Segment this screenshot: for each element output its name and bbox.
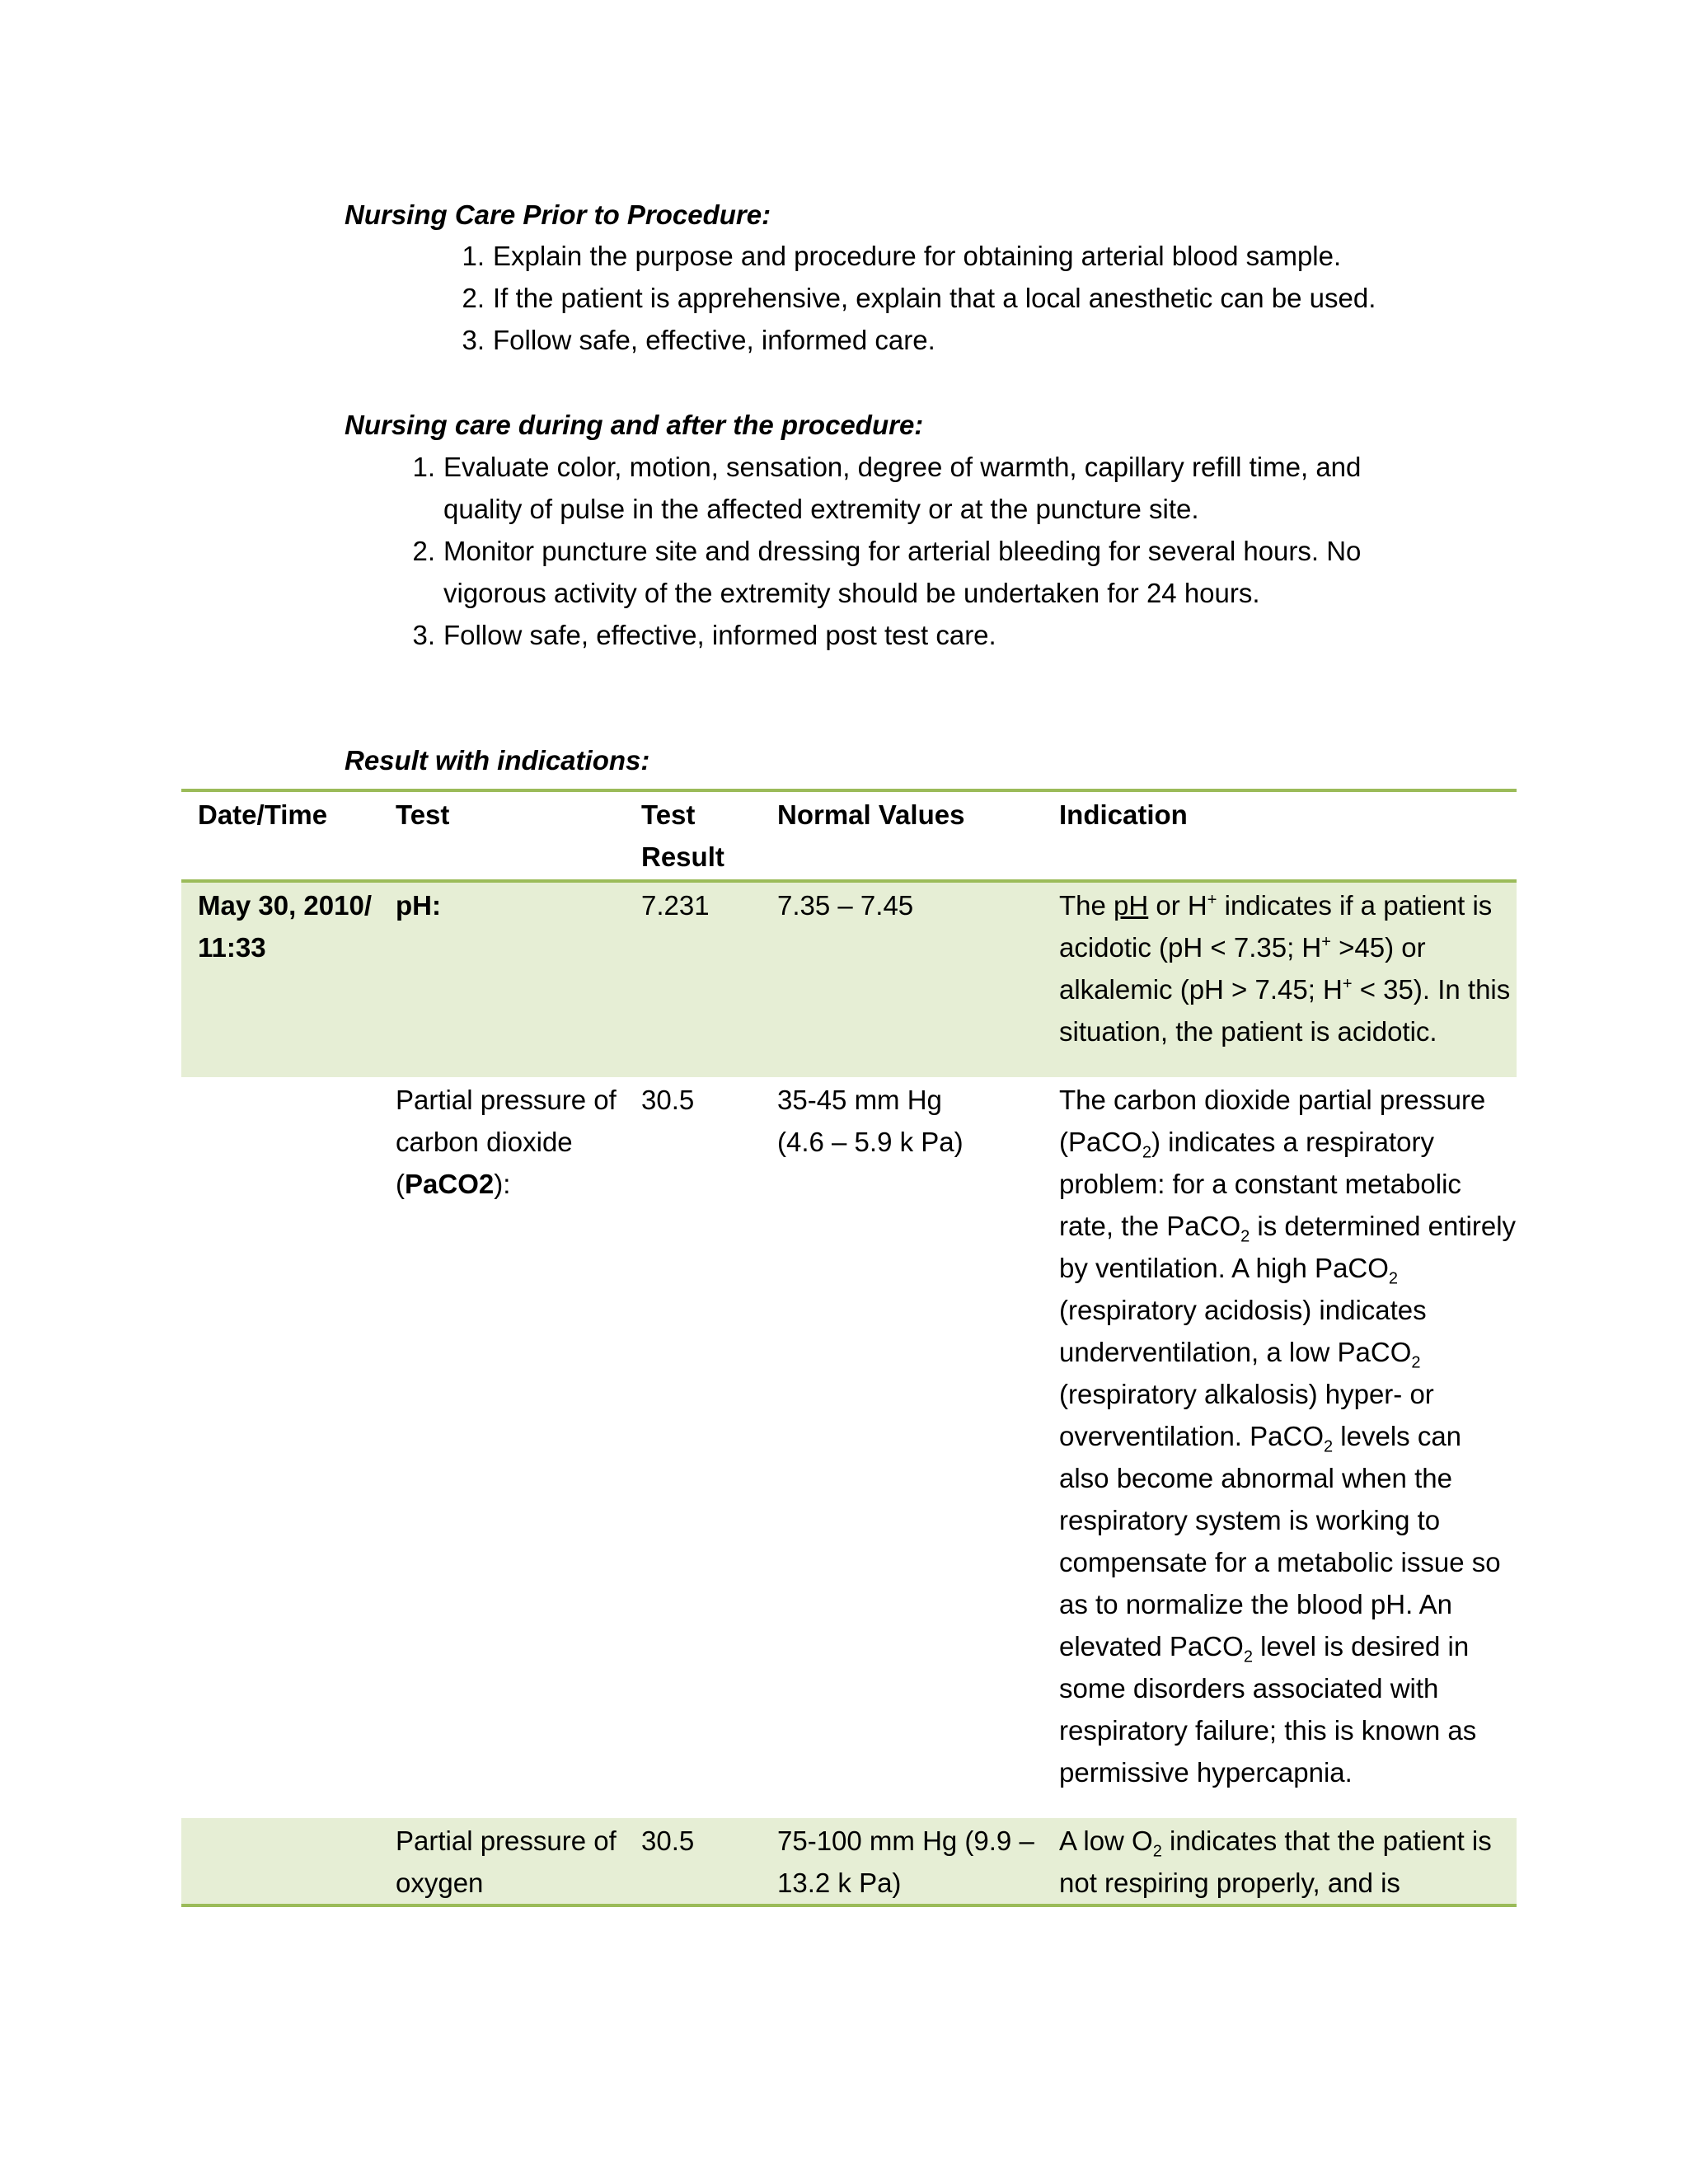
column-header-test-result: Test Result: [625, 790, 761, 881]
column-header-normal-values: Normal Values: [761, 790, 1043, 881]
list-item: 1. Explain the purpose and procedure for obtaining arterial blood sample.: [462, 241, 1342, 271]
cell-test-result: 30.5: [641, 1085, 695, 1115]
table-row: [181, 1077, 1517, 1818]
cell-test-result: 30.5: [625, 1818, 761, 1905]
table-row: [181, 1818, 1517, 1905]
heading-during-after-procedure: Nursing care during and after the procedure:: [345, 410, 924, 440]
heading-prior-procedure: Nursing Care Prior to Procedure:: [345, 199, 771, 230]
cell-date-time: May 30, 2010/ 11:33: [181, 881, 379, 1077]
list-item: 3. Follow safe, effective, informed post test care.: [412, 620, 996, 650]
cell-normal-values: 75-100 mm Hg (9.9 – 13.2 k Pa): [761, 1818, 1043, 1905]
heading-results: Result with indications:: [345, 745, 650, 776]
cell-test: Partial pressure of oxygen: [379, 1818, 625, 1905]
cell-normal-values: 35-45 mm Hg (4.6 – 5.9 k Pa): [777, 1085, 964, 1157]
cell-test: pH:: [379, 881, 625, 1077]
table-header-row: [181, 790, 1517, 881]
list-prior-procedure: [462, 235, 1482, 361]
list-item: 2. If the patient is apprehensive, explain that a local anesthetic can be used.: [462, 283, 1376, 313]
cell-test: Partial pressure of carbon dioxide (PaCO2):: [396, 1085, 617, 1199]
column-header-test: Test: [379, 790, 625, 881]
column-header-date-time: Date/Time: [181, 790, 379, 881]
list-item: 3. Follow safe, effective, informed care.: [462, 325, 935, 355]
cell-indication: The carbon dioxide partial pressure (PaCO$_2$) indicates a respiratory problem: for a constant metabolic rate, the PaCO$_2$ is determined entirely by ventilation. A high PaCO$_2$ (respiratory acidosis) indicates underventilation, a low PaCO$_2$ (respiratory alkalosis) hyper- or overventilation. PaCO$_2$ levels can also become abnormal when the respiratory system is working to compensate for a metabolic issue so as to normalize the blood pH. An elevated PaCO$_2$ level is desired in some disorders associated with respiratory failure; this is known as permissive hypercapnia.: [1059, 1085, 1517, 1788]
column-header-indication: Indication: [1043, 790, 1517, 881]
list-item: 2. Monitor puncture site and dressing for arterial bleeding for several hours. No vigorous activity of the extremity should be undertaken for 24 hours.: [412, 536, 1362, 608]
results-table: [181, 789, 1517, 1907]
cell-indication: A low $O_2$ indicates that the patient is not respiring properly, and is: [1043, 1818, 1517, 1905]
cell-test-result: 7.231: [625, 881, 761, 1077]
table-row: [181, 881, 1517, 1077]
cell-indication: The pH or H+ indicates if a patient is acidotic (pH < 7.35; H+ >45) or alkalemic (pH > 7.45; H+ < 35). In this situation, the patient is acidotic.: [1043, 881, 1517, 1077]
cell-date-time: [181, 1818, 379, 1905]
cell-normal-values: 7.35 – 7.45: [761, 881, 1043, 1077]
list-item: 1. Evaluate color, motion, sensation, degree of warmth, capillary refill time, and quality of pulse in the affected extremity or at the puncture site.: [412, 452, 1362, 524]
list-during-after-procedure: [412, 446, 1391, 656]
cell-date-time: [181, 1077, 379, 1818]
